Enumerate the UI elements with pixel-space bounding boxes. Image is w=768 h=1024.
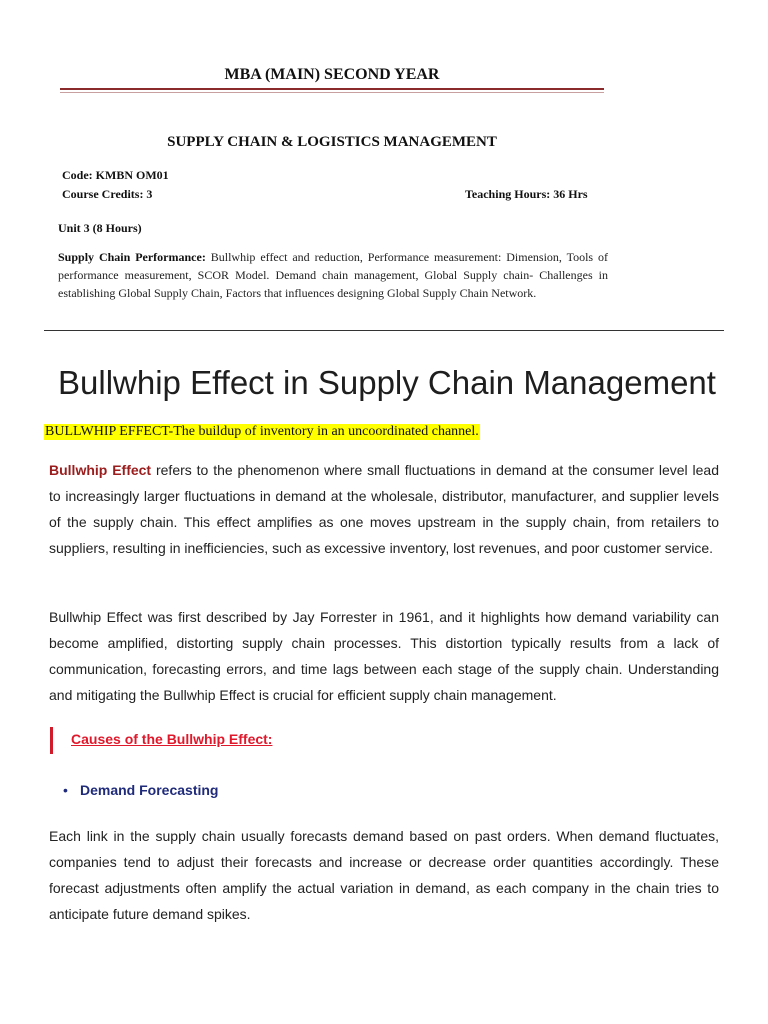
forecast-paragraph: Each link in the supply chain usually forecasts demand based on past orders. When demand fluctuates, companies tend to adjust their forecasts and increase or decrease order quantities accordingly. These forecast adjustments often amplify the actual variation in demand, as each company in the chain tries to anticipate future demand spikes.: [49, 828, 719, 922]
header-rule: [60, 88, 604, 90]
article-heading: Bullwhip Effect in Supply Chain Management: [58, 364, 716, 401]
teaching-hours: Teaching Hours: 36 Hrs: [465, 187, 588, 201]
header-rule-secondary: [60, 92, 604, 93]
syllabus-label: Supply Chain Performance:: [58, 250, 206, 264]
course-title: SUPPLY CHAIN & LOGISTICS MANAGEMENT: [167, 134, 497, 150]
causes-accent-bar: [50, 727, 53, 754]
bullet-demand-forecasting: Demand Forecasting: [80, 782, 219, 798]
unit-heading: Unit 3 (8 Hours): [58, 221, 142, 235]
bullet-icon: •: [63, 782, 68, 798]
intro-text: refers to the phenomenon where small fluctuations in demand at the consumer level lead to increasingly larger fluctuations in demand at the wholesale, distributor, manufacturer, and supplier levels of the supply chain. This effect amplifies as one moves upstream in the supply chain, from retailers to suppliers, resulting in inefficiencies, such as excessive inventory, lost revenues, and poor customer service.: [49, 462, 719, 556]
syllabus-text: Bullwhip effect and reduction, Performance measurement: Dimension, Tools of performance measurement, SCOR Model. Demand chain management, Global Supply chain- Challenges in establishing Global Supply Chain, Factors that influences designing Global Supply Chain Network.: [58, 250, 609, 300]
header-title: MBA (MAIN) SECOND YEAR: [224, 66, 440, 83]
intro-paragraph: [49, 457, 719, 561]
section-divider: [44, 330, 724, 331]
intro-term: Bullwhip Effect: [49, 462, 152, 478]
course-code: Code: KMBN OM01: [62, 168, 169, 182]
history-paragraph: Bullwhip Effect was first described by Jay Forrester in 1961, and it highlights how demand variability can become amplified, distorting supply chain processes. This distortion typically results from a lack of communication, forecasting errors, and time lags between each stage of the supply chain. Understanding and mitigating the Bullwhip Effect is crucial for efficient supply chain management.: [49, 609, 719, 703]
course-credits: Course Credits: 3: [62, 187, 153, 201]
syllabus-paragraph: [58, 248, 608, 302]
definition-highlight: BULLWHIP EFFECT-The buildup of inventory in an uncoordinated channel.: [45, 424, 479, 439]
causes-heading: Causes of the Bullwhip Effect:: [71, 731, 273, 747]
